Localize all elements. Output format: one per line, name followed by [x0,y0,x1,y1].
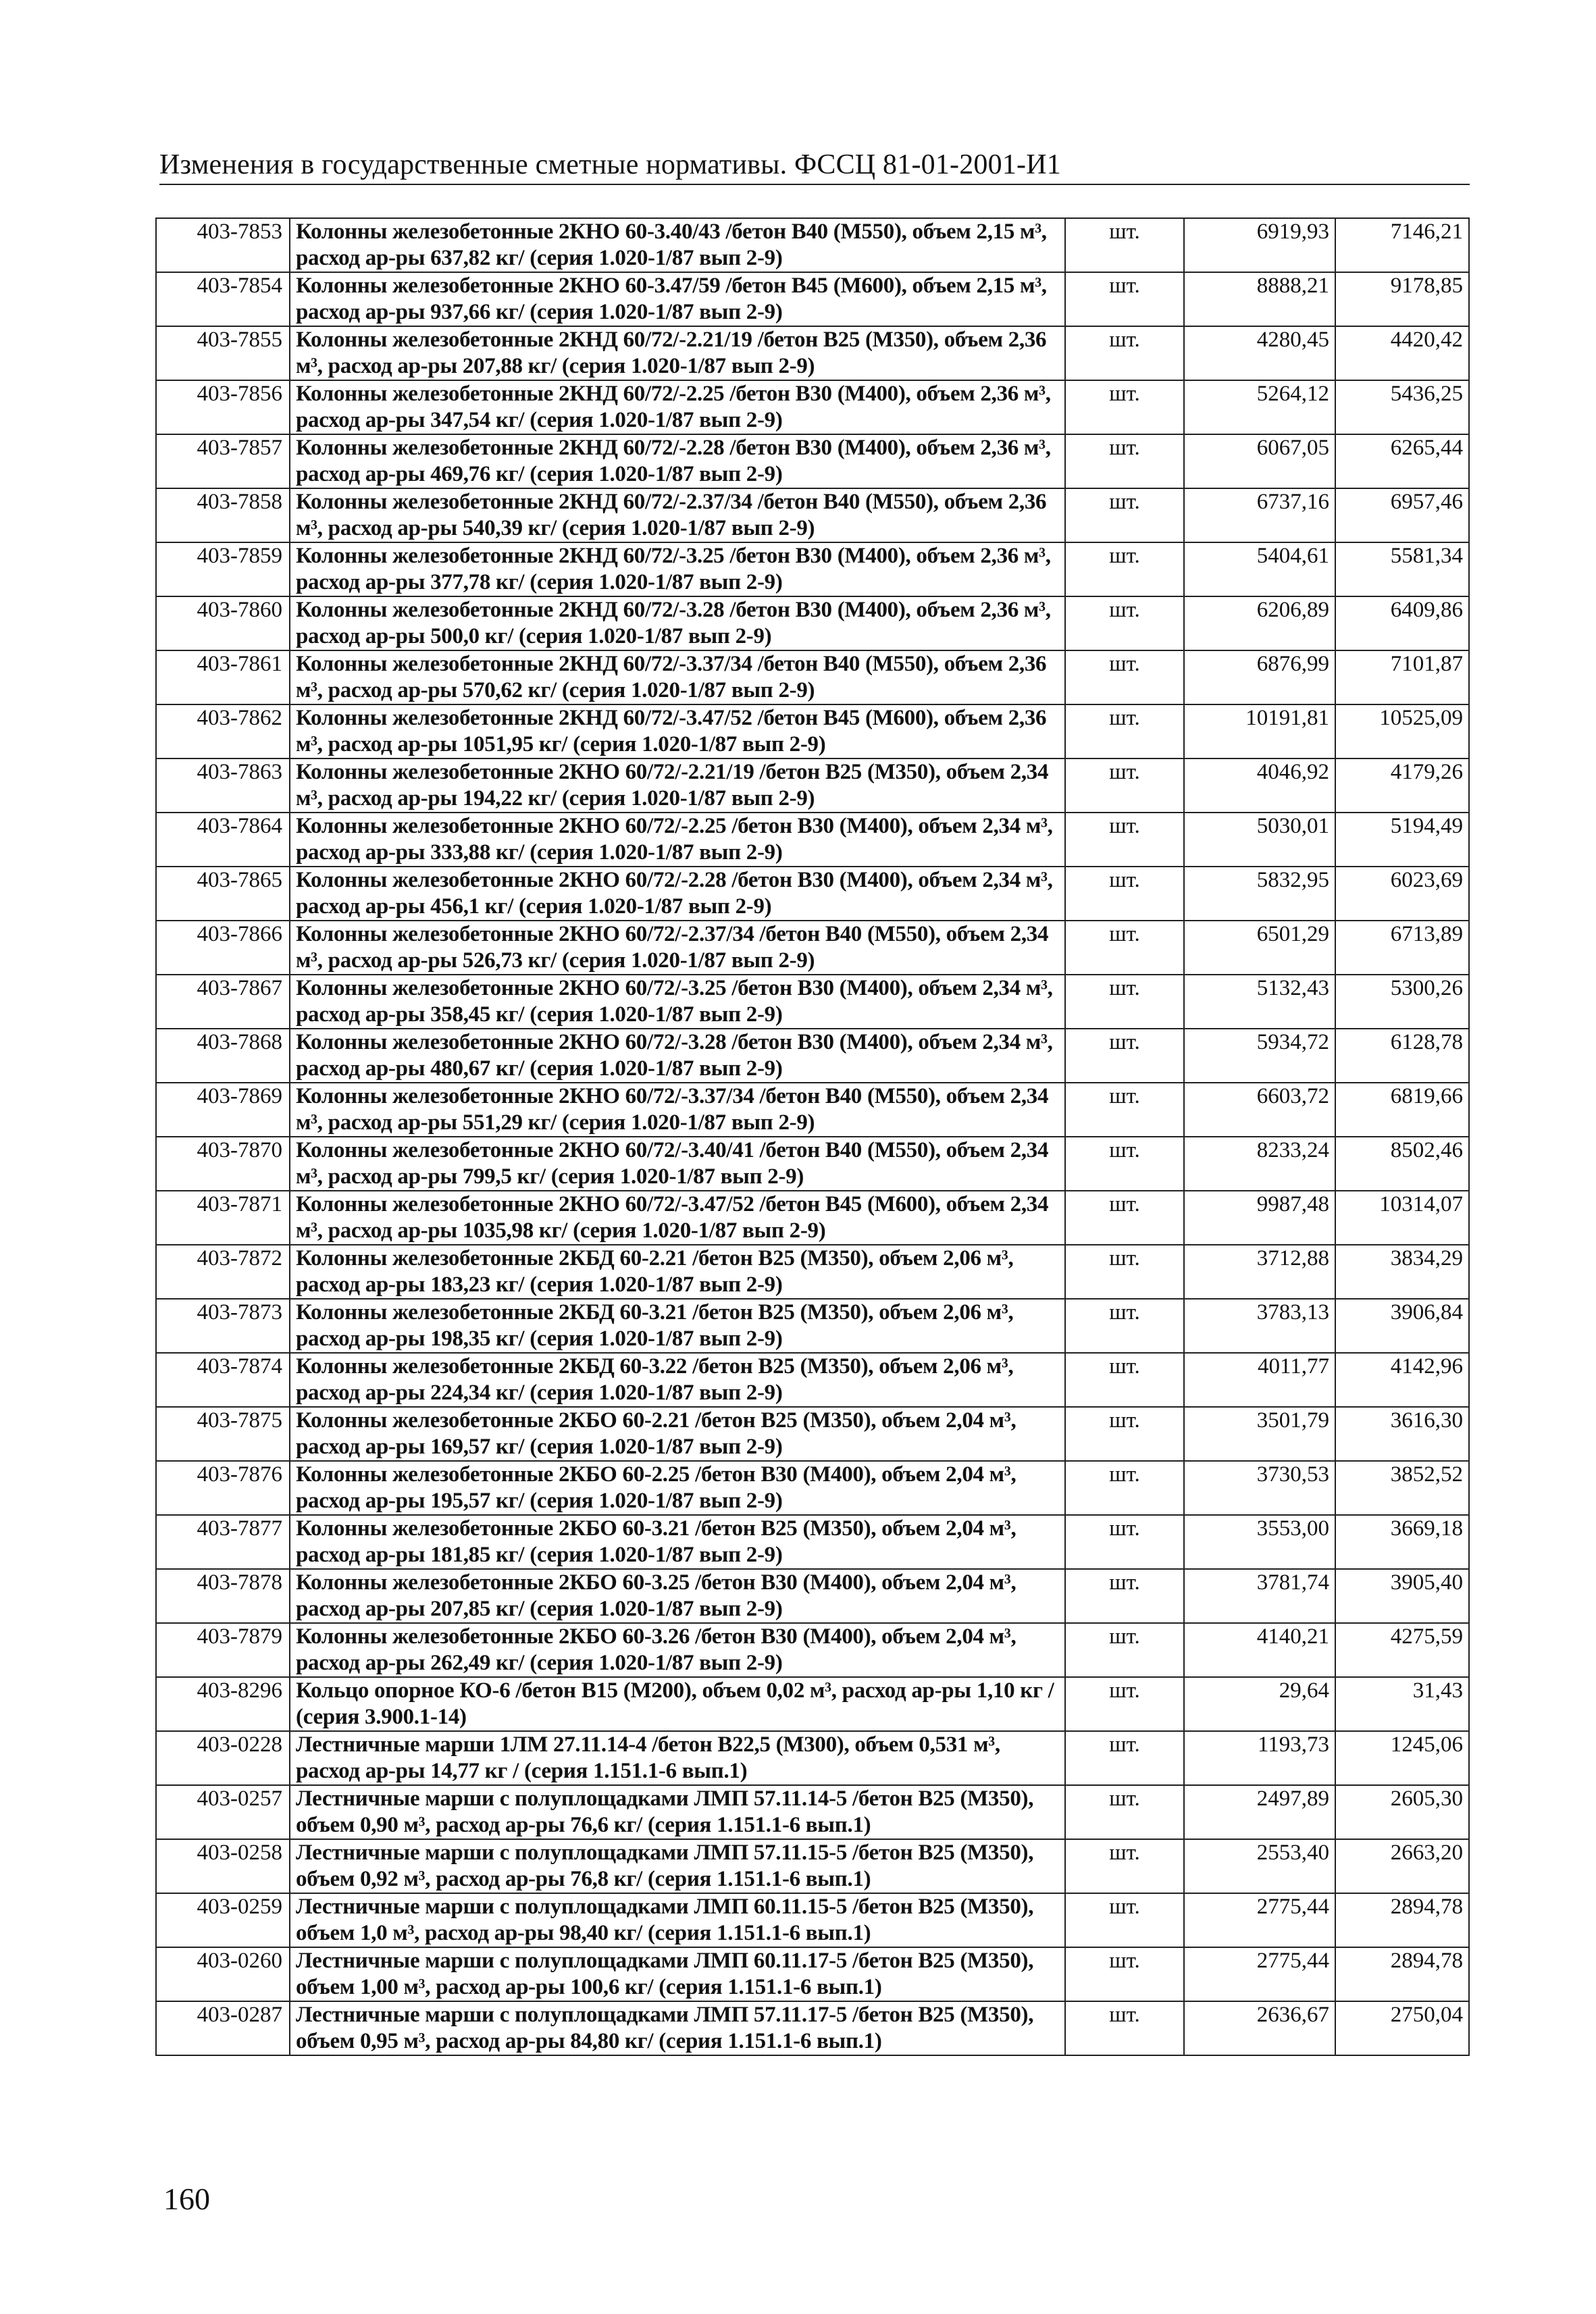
unit-cell: шт. [1065,1407,1184,1461]
price-cell: 3783,13 [1184,1299,1335,1353]
item-code-cell: 403-0260 [156,1947,290,2001]
table-row [156,1461,1469,1515]
table-row [156,867,1469,921]
unit-cell: шт. [1065,1893,1184,1947]
page-header: Изменения в государственные сметные нормативы. ФССЦ 81-01-2001-И1 [159,149,1061,180]
price-alt-cell: 6409,86 [1335,596,1469,650]
table-row [156,975,1469,1029]
item-description-cell: Колонны железобетонные 2КНО 60/72/-3.28 /бетон В30 (М400), объем 2,34 м³, расход ар-ры 480,67 кг/ (серия 1.020-1/87 вып 2-9) [290,1029,1065,1083]
table-row [156,704,1469,759]
item-code-cell: 403-0258 [156,1839,290,1893]
item-description-cell: Лестничные марши с полуплощадками ЛМП 57.11.17-5 /бетон В25 (М350), объем 0,95 м³, расход ар-ры 84,80 кг/ (серия 1.151.1-6 вып.1) [290,2001,1065,2055]
item-description-cell: Колонны железобетонные 2КБО 60-3.21 /бетон В25 (М350), объем 2,04 м³, расход ар-ры 181,85 кг/ (серия 1.020-1/87 вып 2-9) [290,1515,1065,1569]
unit-cell: шт. [1065,488,1184,542]
price-alt-cell: 7146,21 [1335,218,1469,272]
price-alt-cell: 3906,84 [1335,1299,1469,1353]
unit-cell: шт. [1065,1947,1184,2001]
item-description-cell: Колонны железобетонные 2КНО 60/72/-3.47/52 /бетон В45 (М600), объем 2,34 м³, расход ар-ры 1035,98 кг/ (серия 1.020-1/87 вып 2-9) [290,1191,1065,1245]
unit-cell: шт. [1065,1569,1184,1623]
table-row [156,1839,1469,1893]
price-cell: 6603,72 [1184,1083,1335,1137]
price-cell: 1193,73 [1184,1731,1335,1785]
item-code-cell: 403-7863 [156,759,290,813]
price-cell: 5132,43 [1184,975,1335,1029]
item-description-cell: Колонны железобетонные 2КНД 60/72/-2.28 /бетон В30 (М400), объем 2,36 м³, расход ар-ры 469,76 кг/ (серия 1.020-1/87 вып 2-9) [290,434,1065,488]
item-description-cell: Колонны железобетонные 2КБД 60-2.21 /бетон В25 (М350), объем 2,06 м³, расход ар-ры 183,23 кг/ (серия 1.020-1/87 вып 2-9) [290,1245,1065,1299]
unit-cell: шт. [1065,867,1184,921]
header-divider [159,184,1470,185]
price-cell: 6737,16 [1184,488,1335,542]
table-row [156,1569,1469,1623]
table-row [156,218,1469,272]
price-alt-cell: 5194,49 [1335,813,1469,867]
item-code-cell: 403-7868 [156,1029,290,1083]
item-code-cell: 403-0257 [156,1785,290,1839]
item-description-cell: Колонны железобетонные 2КНО 60/72/-3.37/34 /бетон В40 (М550), объем 2,34 м³, расход ар-ры 551,29 кг/ (серия 1.020-1/87 вып 2-9) [290,1083,1065,1137]
unit-cell: шт. [1065,272,1184,326]
unit-cell: шт. [1065,975,1184,1029]
price-cell: 5264,12 [1184,380,1335,434]
item-code-cell: 403-7870 [156,1137,290,1191]
item-code-cell: 403-7855 [156,326,290,380]
price-cell: 4046,92 [1184,759,1335,813]
table-row [156,1029,1469,1083]
item-code-cell: 403-7862 [156,704,290,759]
unit-cell: шт. [1065,1839,1184,1893]
item-code-cell: 403-7853 [156,218,290,272]
unit-cell: шт. [1065,1461,1184,1515]
item-code-cell: 403-7854 [156,272,290,326]
item-description-cell: Колонны железобетонные 2КНД 60/72/-3.47/52 /бетон В45 (М600), объем 2,36 м³, расход ар-ры 1051,95 кг/ (серия 1.020-1/87 вып 2-9) [290,704,1065,759]
item-code-cell: 403-0259 [156,1893,290,1947]
table-row [156,1893,1469,1947]
price-alt-cell: 6819,66 [1335,1083,1469,1137]
price-alt-cell: 3669,18 [1335,1515,1469,1569]
price-cell: 3730,53 [1184,1461,1335,1515]
price-alt-cell: 2750,04 [1335,2001,1469,2055]
price-cell: 29,64 [1184,1677,1335,1731]
item-description-cell: Колонны железобетонные 2КНД 60/72/-2.25 /бетон В30 (М400), объем 2,36 м³, расход ар-ры 347,54 кг/ (серия 1.020-1/87 вып 2-9) [290,380,1065,434]
item-description-cell: Колонны железобетонные 2КНД 60/72/-3.28 /бетон В30 (М400), объем 2,36 м³, расход ар-ры 500,0 кг/ (серия 1.020-1/87 вып 2-9) [290,596,1065,650]
page-number: 160 [163,2182,210,2216]
item-description-cell: Колонны железобетонные 2КНД 60/72/-2.37/34 /бетон В40 (М550), объем 2,36 м³, расход ар-ры 540,39 кг/ (серия 1.020-1/87 вып 2-9) [290,488,1065,542]
table-row [156,921,1469,975]
table-row [156,272,1469,326]
price-alt-cell: 7101,87 [1335,650,1469,704]
table-row [156,2001,1469,2055]
unit-cell: шт. [1065,1137,1184,1191]
item-code-cell: 403-0228 [156,1731,290,1785]
price-alt-cell: 31,43 [1335,1677,1469,1731]
price-alt-cell: 5581,34 [1335,542,1469,596]
unit-cell: шт. [1065,2001,1184,2055]
price-alt-cell: 3616,30 [1335,1407,1469,1461]
price-alt-cell: 2605,30 [1335,1785,1469,1839]
price-alt-cell: 3905,40 [1335,1569,1469,1623]
item-description-cell: Лестничные марши с полуплощадками ЛМП 60.11.17-5 /бетон В25 (М350), объем 1,00 м³, расход ар-ры 100,6 кг/ (серия 1.151.1-6 вып.1) [290,1947,1065,2001]
item-code-cell: 403-7878 [156,1569,290,1623]
item-code-cell: 403-7866 [156,921,290,975]
price-alt-cell: 6023,69 [1335,867,1469,921]
item-description-cell: Колонны железобетонные 2КБД 60-3.21 /бетон В25 (М350), объем 2,06 м³, расход ар-ры 198,35 кг/ (серия 1.020-1/87 вып 2-9) [290,1299,1065,1353]
unit-cell: шт. [1065,218,1184,272]
table-row [156,1785,1469,1839]
item-description-cell: Колонны железобетонные 2КБД 60-3.22 /бетон В25 (М350), объем 2,06 м³, расход ар-ры 224,34 кг/ (серия 1.020-1/87 вып 2-9) [290,1353,1065,1407]
item-description-cell: Колонны железобетонные 2КНО 60-3.40/43 /бетон В40 (М550), объем 2,15 м³, расход ар-ры 637,82 кг/ (серия 1.020-1/87 вып 2-9) [290,218,1065,272]
item-code-cell: 403-7871 [156,1191,290,1245]
price-cell: 2497,89 [1184,1785,1335,1839]
item-description-cell: Кольцо опорное КО-6 /бетон В15 (М200), объем 0,02 м³, расход ар-ры 1,10 кг / (серия 3.900.1-14) [290,1677,1065,1731]
table-row [156,1677,1469,1731]
price-cell: 5404,61 [1184,542,1335,596]
price-cell: 8888,21 [1184,272,1335,326]
price-alt-cell: 2894,78 [1335,1893,1469,1947]
table-row [156,596,1469,650]
item-description-cell: Колонны железобетонные 2КНО 60/72/-2.28 /бетон В30 (М400), объем 2,34 м³, расход ар-ры 456,1 кг/ (серия 1.020-1/87 вып 2-9) [290,867,1065,921]
item-description-cell: Колонны железобетонные 2КНО 60/72/-2.37/34 /бетон В40 (М550), объем 2,34 м³, расход ар-ры 526,73 кг/ (серия 1.020-1/87 вып 2-9) [290,921,1065,975]
item-description-cell: Колонны железобетонные 2КНО 60/72/-3.40/41 /бетон В40 (М550), объем 2,34 м³, расход ар-ры 799,5 кг/ (серия 1.020-1/87 вып 2-9) [290,1137,1065,1191]
item-description-cell: Колонны железобетонные 2КНО 60/72/-3.25 /бетон В30 (М400), объем 2,34 м³, расход ар-ры 358,45 кг/ (серия 1.020-1/87 вып 2-9) [290,975,1065,1029]
price-cell: 6919,93 [1184,218,1335,272]
unit-cell: шт. [1065,1623,1184,1677]
item-code-cell: 403-7865 [156,867,290,921]
item-code-cell: 403-7869 [156,1083,290,1137]
table-row [156,1353,1469,1407]
item-code-cell: 403-7876 [156,1461,290,1515]
price-table [155,217,1470,2056]
unit-cell: шт. [1065,813,1184,867]
unit-cell: шт. [1065,1191,1184,1245]
table-row [156,759,1469,813]
unit-cell: шт. [1065,1083,1184,1137]
item-code-cell: 403-7872 [156,1245,290,1299]
unit-cell: шт. [1065,704,1184,759]
item-description-cell: Лестничные марши с полуплощадками ЛМП 57.11.14-5 /бетон В25 (М350), объем 0,90 м³, расход ар-ры 76,6 кг/ (серия 1.151.1-6 вып.1) [290,1785,1065,1839]
unit-cell: шт. [1065,1515,1184,1569]
item-description-cell: Колонны железобетонные 2КНД 60/72/-2.21/19 /бетон В25 (М350), объем 2,36 м³, расход ар-ры 207,88 кг/ (серия 1.020-1/87 вып 2-9) [290,326,1065,380]
item-code-cell: 403-0287 [156,2001,290,2055]
price-cell: 2775,44 [1184,1947,1335,2001]
item-description-cell: Лестничные марши 1ЛМ 27.11.14-4 /бетон В22,5 (М300), объем 0,531 м³, расход ар-ры 14,77 кг / (серия 1.151.1-6 вып.1) [290,1731,1065,1785]
price-cell: 2636,67 [1184,2001,1335,2055]
price-alt-cell: 6957,46 [1335,488,1469,542]
price-cell: 4011,77 [1184,1353,1335,1407]
item-code-cell: 403-8296 [156,1677,290,1731]
unit-cell: шт. [1065,380,1184,434]
unit-cell: шт. [1065,1731,1184,1785]
item-code-cell: 403-7867 [156,975,290,1029]
table-row [156,542,1469,596]
price-cell: 10191,81 [1184,704,1335,759]
price-alt-cell: 2894,78 [1335,1947,1469,2001]
price-cell: 4140,21 [1184,1623,1335,1677]
item-description-cell: Колонны железобетонные 2КНД 60/72/-3.25 /бетон В30 (М400), объем 2,36 м³, расход ар-ры 377,78 кг/ (серия 1.020-1/87 вып 2-9) [290,542,1065,596]
price-alt-cell: 6128,78 [1335,1029,1469,1083]
unit-cell: шт. [1065,650,1184,704]
price-alt-cell: 6265,44 [1335,434,1469,488]
item-code-cell: 403-7873 [156,1299,290,1353]
price-alt-cell: 10525,09 [1335,704,1469,759]
price-cell: 3712,88 [1184,1245,1335,1299]
item-description-cell: Лестничные марши с полуплощадками ЛМП 60.11.15-5 /бетон В25 (М350), объем 1,0 м³, расход ар-ры 98,40 кг/ (серия 1.151.1-6 вып.1) [290,1893,1065,1947]
table-row [156,1137,1469,1191]
price-cell: 2553,40 [1184,1839,1335,1893]
item-description-cell: Колонны железобетонные 2КНО 60/72/-2.21/19 /бетон В25 (М350), объем 2,34 м³, расход ар-ры 194,22 кг/ (серия 1.020-1/87 вып 2-9) [290,759,1065,813]
table-row [156,380,1469,434]
unit-cell: шт. [1065,326,1184,380]
unit-cell: шт. [1065,1299,1184,1353]
item-description-cell: Колонны железобетонные 2КНД 60/72/-3.37/34 /бетон В40 (М550), объем 2,36 м³, расход ар-ры 570,62 кг/ (серия 1.020-1/87 вып 2-9) [290,650,1065,704]
item-description-cell: Колонны железобетонные 2КНО 60/72/-2.25 /бетон В30 (М400), объем 2,34 м³, расход ар-ры 333,88 кг/ (серия 1.020-1/87 вып 2-9) [290,813,1065,867]
table-row [156,1515,1469,1569]
price-cell: 6206,89 [1184,596,1335,650]
item-code-cell: 403-7860 [156,596,290,650]
item-code-cell: 403-7875 [156,1407,290,1461]
table-row [156,1947,1469,2001]
table-row [156,1191,1469,1245]
item-code-cell: 403-7879 [156,1623,290,1677]
price-alt-cell: 10314,07 [1335,1191,1469,1245]
unit-cell: шт. [1065,1029,1184,1083]
price-alt-cell: 3834,29 [1335,1245,1469,1299]
price-cell: 5934,72 [1184,1029,1335,1083]
price-cell: 5832,95 [1184,867,1335,921]
item-description-cell: Колонны железобетонные 2КБО 60-3.25 /бетон В30 (М400), объем 2,04 м³, расход ар-ры 207,85 кг/ (серия 1.020-1/87 вып 2-9) [290,1569,1065,1623]
table-row [156,1623,1469,1677]
price-cell: 6501,29 [1184,921,1335,975]
item-description-cell: Колонны железобетонные 2КНО 60-3.47/59 /бетон В45 (М600), объем 2,15 м³, расход ар-ры 937,66 кг/ (серия 1.020-1/87 вып 2-9) [290,272,1065,326]
item-description-cell: Колонны железобетонные 2КБО 60-2.25 /бетон В30 (М400), объем 2,04 м³, расход ар-ры 195,57 кг/ (серия 1.020-1/87 вып 2-9) [290,1461,1065,1515]
unit-cell: шт. [1065,921,1184,975]
price-alt-cell: 2663,20 [1335,1839,1469,1893]
table-row [156,1407,1469,1461]
table-row [156,1245,1469,1299]
item-description-cell: Колонны железобетонные 2КБО 60-2.21 /бетон В25 (М350), объем 2,04 м³, расход ар-ры 169,57 кг/ (серия 1.020-1/87 вып 2-9) [290,1407,1065,1461]
unit-cell: шт. [1065,542,1184,596]
unit-cell: шт. [1065,1353,1184,1407]
unit-cell: шт. [1065,759,1184,813]
item-code-cell: 403-7874 [156,1353,290,1407]
table-row [156,1731,1469,1785]
price-alt-cell: 1245,06 [1335,1731,1469,1785]
price-cell: 9987,48 [1184,1191,1335,1245]
item-code-cell: 403-7858 [156,488,290,542]
item-description-cell: Колонны железобетонные 2КБО 60-3.26 /бетон В30 (М400), объем 2,04 м³, расход ар-ры 262,49 кг/ (серия 1.020-1/87 вып 2-9) [290,1623,1065,1677]
price-cell: 3781,74 [1184,1569,1335,1623]
item-code-cell: 403-7861 [156,650,290,704]
price-cell: 3501,79 [1184,1407,1335,1461]
unit-cell: шт. [1065,1245,1184,1299]
table-row [156,1299,1469,1353]
item-code-cell: 403-7864 [156,813,290,867]
price-cell: 5030,01 [1184,813,1335,867]
item-code-cell: 403-7859 [156,542,290,596]
table-row [156,813,1469,867]
price-cell: 4280,45 [1184,326,1335,380]
price-cell: 3553,00 [1184,1515,1335,1569]
price-table-body [156,218,1469,2055]
item-description-cell: Лестничные марши с полуплощадками ЛМП 57.11.15-5 /бетон В25 (М350), объем 0,92 м³, расход ар-ры 76,8 кг/ (серия 1.151.1-6 вып.1) [290,1839,1065,1893]
price-alt-cell: 4275,59 [1335,1623,1469,1677]
price-alt-cell: 5300,26 [1335,975,1469,1029]
table-row [156,488,1469,542]
price-cell: 8233,24 [1184,1137,1335,1191]
item-code-cell: 403-7857 [156,434,290,488]
price-cell: 6876,99 [1184,650,1335,704]
price-alt-cell: 9178,85 [1335,272,1469,326]
price-cell: 6067,05 [1184,434,1335,488]
price-cell: 2775,44 [1184,1893,1335,1947]
table-row [156,650,1469,704]
price-alt-cell: 6713,89 [1335,921,1469,975]
unit-cell: шт. [1065,596,1184,650]
table-row [156,1083,1469,1137]
price-alt-cell: 3852,52 [1335,1461,1469,1515]
table-row [156,326,1469,380]
price-alt-cell: 4179,26 [1335,759,1469,813]
unit-cell: шт. [1065,1785,1184,1839]
table-row [156,434,1469,488]
price-alt-cell: 5436,25 [1335,380,1469,434]
unit-cell: шт. [1065,434,1184,488]
item-code-cell: 403-7856 [156,380,290,434]
unit-cell: шт. [1065,1677,1184,1731]
price-alt-cell: 8502,46 [1335,1137,1469,1191]
price-alt-cell: 4420,42 [1335,326,1469,380]
item-code-cell: 403-7877 [156,1515,290,1569]
price-alt-cell: 4142,96 [1335,1353,1469,1407]
